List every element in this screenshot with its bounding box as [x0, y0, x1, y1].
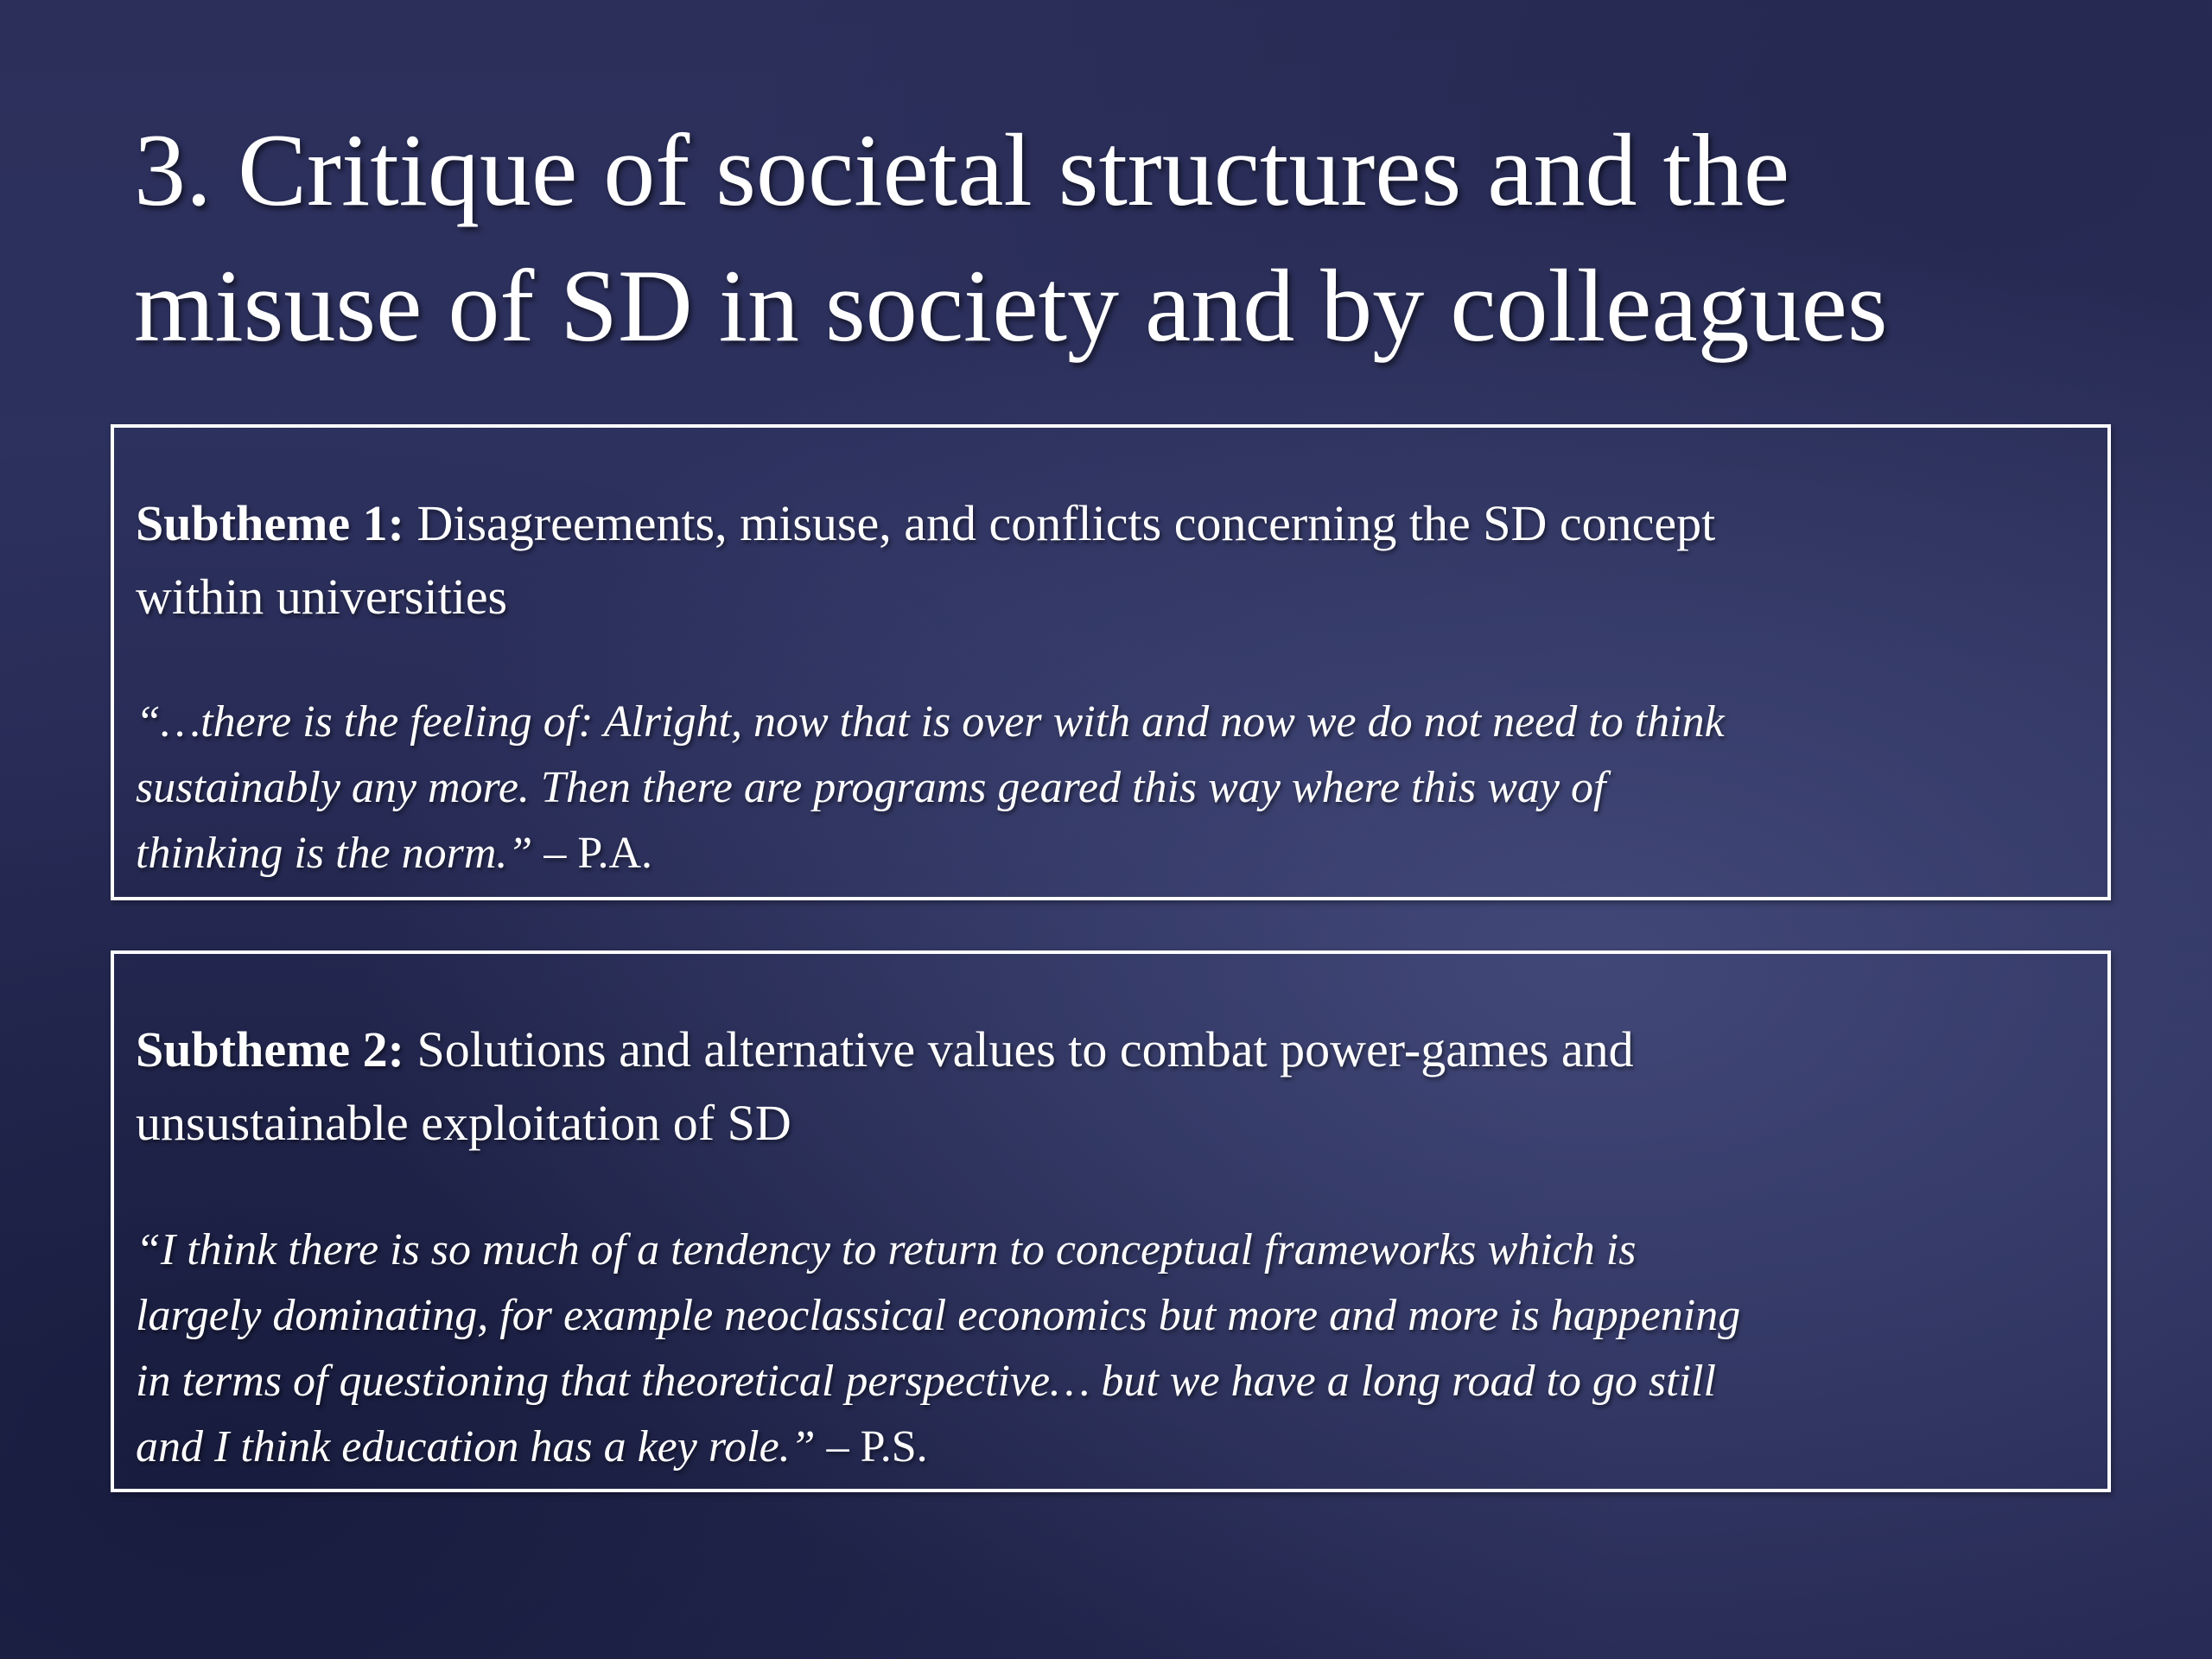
subtheme-2-attribution: – P.S.	[815, 1422, 928, 1471]
subtheme-1-quote-line-2: sustainably any more. Then there are programs geared this way where this way of	[136, 763, 1606, 812]
slide-title-line-2: misuse of SD in society and by colleagues	[134, 248, 1888, 363]
subtheme-1-label: Subtheme 1:	[136, 495, 404, 551]
subtheme-2-text: Solutions and alternative values to combat power-games and	[404, 1021, 1634, 1077]
slide-title-line-1: 3. Critique of societal structures and the	[134, 112, 1790, 227]
subtheme-2-quote-line-2: largely dominating, for example neoclassical economics but more and more is happening	[136, 1291, 1741, 1340]
subtheme-1-box	[111, 424, 2111, 900]
subtheme-2-quote	[136, 1217, 2106, 1480]
subtheme-2-heading	[136, 1013, 2097, 1160]
subtheme-2-quote-line-4-text: and I think education has a key role.”	[136, 1422, 816, 1471]
subtheme-1-quote-line-3-text: thinking is the norm.”	[136, 829, 533, 878]
subtheme-2-box	[111, 950, 2111, 1492]
subtheme-2-quote-line-4	[136, 1414, 2106, 1480]
subtheme-1-heading-line-1	[136, 486, 2097, 560]
subtheme-1-heading-line-2: within universities	[136, 569, 508, 625]
subtheme-2-quote-line-3: in terms of questioning that theoretical perspective… but we have a long road to go still	[136, 1357, 1716, 1406]
subtheme-1-attribution: – P.A.	[532, 829, 653, 878]
subtheme-2-heading-line-2: unsustainable exploitation of SD	[136, 1095, 791, 1151]
subtheme-2-quote-line-1: “I think there is so much of a tendency to return to conceptual frameworks which is	[136, 1225, 1637, 1274]
slide-title	[134, 102, 2121, 373]
subtheme-1-quote-line-3	[136, 821, 2106, 887]
subtheme-1-quote-line-1: “…there is the feeling of: Alright, now that is over with and now we do not need to think	[136, 697, 1725, 747]
subtheme-2-label: Subtheme 2:	[136, 1021, 404, 1077]
subtheme-1-heading	[136, 486, 2097, 633]
subtheme-1-text: Disagreements, misuse, and conflicts concerning the SD concept	[404, 495, 1716, 551]
subtheme-2-heading-line-1	[136, 1013, 2097, 1086]
subtheme-1-quote	[136, 690, 2106, 887]
